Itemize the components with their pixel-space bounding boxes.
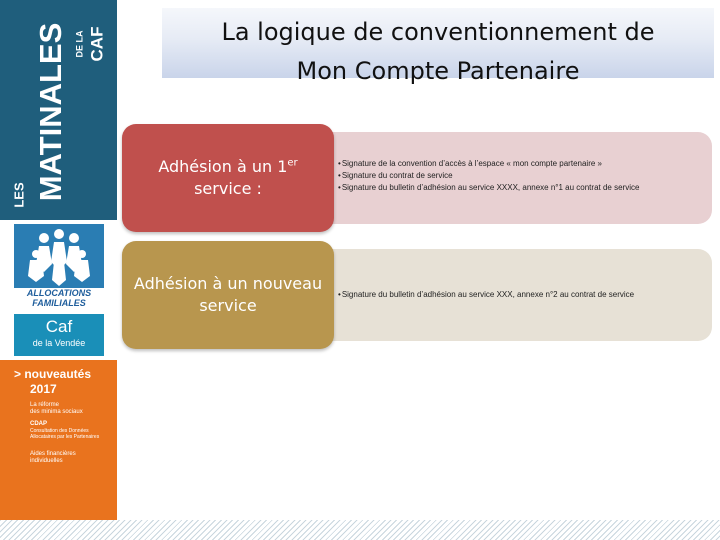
title-line-1: La logique de conventionnement de [221,18,655,46]
row-1-item-2: • Signature du contrat de service [338,170,639,182]
logo-de-la-caf: DE LA CAF [74,26,107,62]
slide-title [162,8,714,85]
logo-matinales: MATINALES [33,22,68,202]
nouveautes-year: 2017 [30,382,57,396]
row-2-details [318,249,712,341]
caf-vendee-box: Caf de la Vendée [14,314,104,356]
nouveautes-heading: > nouveautés [14,367,92,381]
row-1-item-3: • Signature du bulletin d’adhésion au service XXXX, annexe n°1 au contrat de service [338,182,639,194]
row-1-item-1: • Signature de la convention d’accès à l’espace « mon compte partenaire » [338,158,639,170]
row-2-label: Adhésion à un nouveau service [122,241,334,349]
bottom-hatch-strip [0,520,720,540]
nouveautes-item-aides: Aides financières individuelles [30,451,76,464]
sidebar-orange-panel [0,360,117,520]
sidebar-branding [0,0,117,520]
row-1-label: Adhésion à un 1er service : [122,124,334,232]
caf-logo [14,224,104,356]
row-1-details [318,132,712,224]
nouveautes-item-minima: La réforme des minima sociaux [30,402,83,415]
nouveautes-item-cdap: CDAP Consultation des Données Allocataires par les Partenaires [30,421,100,440]
allocations-familiales-label: ALLOCATIONS FAMILIALES [26,288,92,308]
logo-les: LES [11,182,27,208]
family-icon [14,224,104,288]
title-line-2: Mon Compte Partenaire [296,57,580,85]
row-2-item-1: • Signature du bulletin d’adhésion au service XXX, annexe n°2 au contrat de service [338,289,634,301]
